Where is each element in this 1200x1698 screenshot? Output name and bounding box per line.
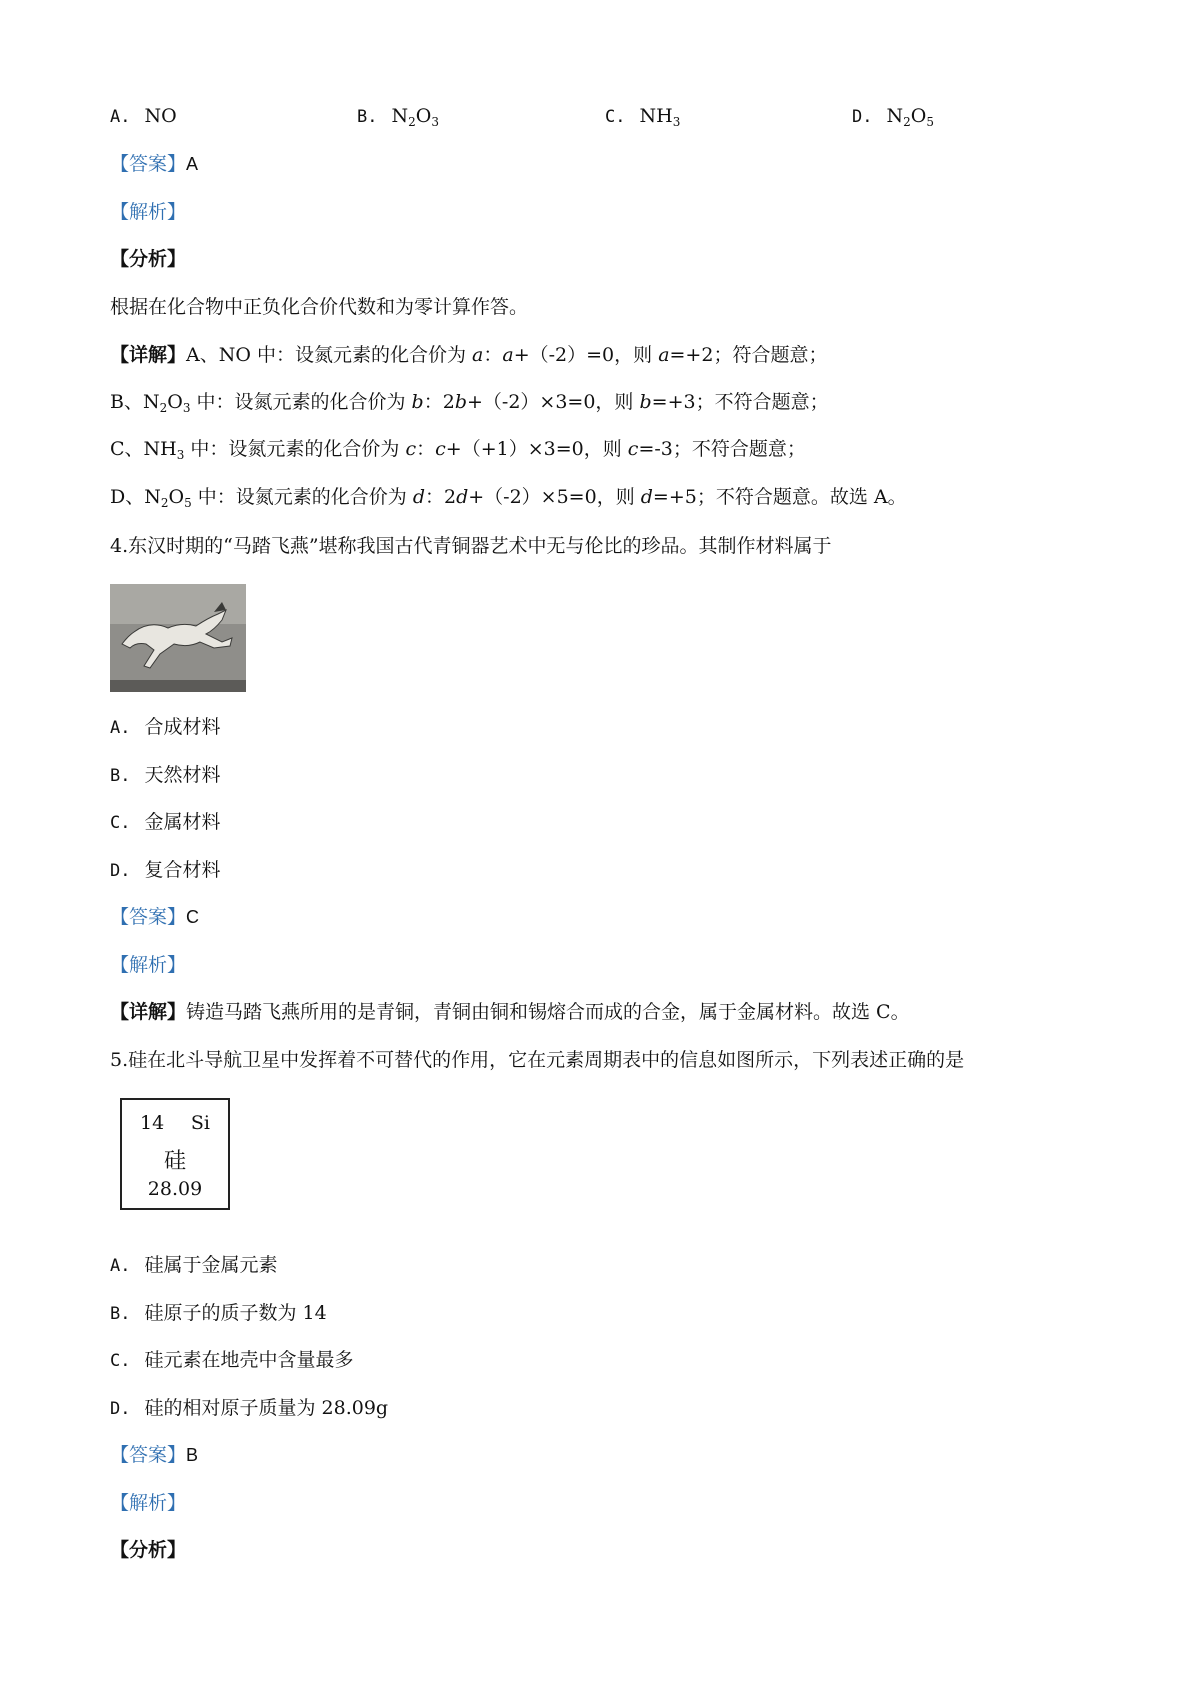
q4-option-c [110, 808, 221, 837]
formula-sub: 3 [672, 115, 681, 129]
q5-option-a [110, 1251, 278, 1280]
text: =+5；不符合题意。故选 A。 [652, 486, 907, 508]
text: C、NH [110, 438, 177, 460]
text: ： [416, 438, 436, 460]
option-text: 硅元素在地壳中含量最多 [144, 1349, 354, 1371]
text: O [167, 391, 183, 413]
q5-answer [110, 1441, 198, 1469]
periodic-element-card [120, 1098, 230, 1210]
q3-analysis-label: 【解析】 [110, 201, 187, 223]
detail-label: 【详解】 [110, 344, 187, 366]
option-letter: C. [110, 813, 131, 833]
formula-part: NH [639, 105, 673, 127]
formula-part: O [415, 105, 432, 127]
text: =+2；符合题意； [669, 344, 828, 366]
answer-label: 【答案】 [110, 153, 187, 175]
answer-value: A [186, 154, 199, 174]
formula-sub: 3 [182, 401, 191, 415]
q5-option-d [110, 1394, 388, 1423]
q4-option-b [110, 761, 221, 790]
text: +（-2）×5=0，则 [468, 486, 641, 508]
var: d [640, 486, 653, 508]
q3-option-d [852, 102, 934, 131]
option-letter: D. [110, 1399, 131, 1419]
q3-detail-d [110, 483, 907, 511]
formula-sub: 3 [176, 448, 185, 462]
q5-analysis-label: 【解析】 [110, 1492, 187, 1514]
var: d [456, 486, 469, 508]
text: +（-2）×3=0，则 [466, 391, 640, 413]
formula-part: N [886, 105, 904, 127]
q4-question: 4.东汉时期的“马踏飞燕”堪称我国古代青铜器艺术中无与伦比的珍品。其制作材料属于 [110, 535, 832, 557]
option-letter: B. [357, 107, 378, 127]
text: 中：设氮元素的化合价为 [191, 486, 413, 508]
option-letter: A. [110, 1256, 131, 1276]
element-symbol: Si [190, 1112, 210, 1134]
q3-fenxi-text: 根据在化合物中正负化合价代数和为零计算作答。 [110, 296, 529, 318]
detail-label: 【详解】 [110, 1001, 187, 1023]
formula-sub: 5 [184, 496, 192, 510]
var: a [658, 344, 670, 366]
option-letter: B. [110, 1304, 131, 1324]
q5-question: 5.硅在北斗导航卫星中发挥着不可替代的作用，它在元素周期表中的信息如图所示，下列表述正确的是 [110, 1049, 965, 1071]
q3-option-a [110, 102, 177, 131]
formula-part: O [910, 105, 927, 127]
var: b [411, 391, 424, 413]
var: d [412, 486, 425, 508]
q4-analysis-label: 【解析】 [110, 954, 187, 976]
text: ： [483, 344, 503, 366]
var: b [639, 391, 652, 413]
option-text: 天然材料 [144, 764, 221, 786]
text: O [168, 486, 185, 508]
option-letter: A. [110, 718, 131, 738]
option-letter: B. [110, 766, 131, 786]
q3-answer [110, 150, 198, 178]
text: 中：设氮元素的化合价为 [184, 438, 406, 460]
text: B、N [110, 391, 160, 413]
atomic-mass: 28.09 [147, 1178, 203, 1200]
q3-option-c [605, 102, 680, 131]
q3-detail-c [110, 435, 806, 463]
text: D、N [110, 486, 161, 508]
option-text: 硅原子的质子数为 14 [144, 1302, 327, 1324]
atomic-number: 14 [140, 1112, 165, 1134]
formula-sub: 2 [159, 401, 168, 415]
option-letter: D. [852, 107, 873, 127]
answer-label: 【答案】 [110, 1444, 187, 1466]
q3-detail-b [110, 388, 829, 416]
q3-option-b [357, 102, 439, 131]
text: +（-2）=0，则 [513, 344, 659, 366]
answer-value: B [186, 1445, 199, 1465]
bronze-horse-photo [110, 584, 246, 692]
text: ：2 [424, 486, 457, 508]
option-text: 合成材料 [144, 716, 221, 738]
option-text: 金属材料 [144, 811, 221, 833]
text: =-3；不符合题意； [638, 438, 806, 460]
element-name: 硅 [163, 1149, 186, 1174]
q4-option-d [110, 856, 221, 885]
var: b [454, 391, 467, 413]
option-text: 硅的相对原子质量为 28.09g [144, 1397, 389, 1419]
text: =+3；不符合题意； [651, 391, 829, 413]
var: c [435, 438, 446, 460]
text: +（+1）×3=0，则 [445, 438, 628, 460]
formula-part: N [391, 105, 409, 127]
detail-text: 铸造马踏飞燕所用的是青铜，青铜由铜和锡熔合而成的合金，属于金属材料。故选 C。 [186, 1001, 910, 1023]
option-text: 复合材料 [144, 859, 221, 881]
option-letter: A. [110, 107, 131, 127]
formula-sub: 2 [160, 496, 169, 510]
text: A、NO 中：设氮元素的化合价为 [186, 344, 473, 366]
formula: NO [144, 105, 177, 127]
option-letter: C. [605, 107, 626, 127]
q3-detail-a [110, 341, 827, 369]
q4-detail [110, 998, 910, 1026]
formula-sub: 5 [926, 115, 934, 129]
formula-sub: 2 [408, 115, 416, 129]
option-letter: D. [110, 861, 131, 881]
answer-value: C [186, 907, 200, 927]
q5-option-c [110, 1346, 354, 1375]
q4-answer [110, 903, 199, 931]
text: 中：设氮元素的化合价为 [190, 391, 412, 413]
q5-option-b [110, 1299, 327, 1328]
var: a [502, 344, 514, 366]
option-text: 硅属于金属元素 [144, 1254, 278, 1276]
formula-sub: 2 [903, 115, 911, 129]
var: c [627, 438, 639, 460]
horse-illustration [110, 584, 246, 692]
option-letter: C. [110, 1351, 131, 1371]
var: c [405, 438, 417, 460]
q5-fenxi-label: 【分析】 [110, 1539, 187, 1561]
answer-label: 【答案】 [110, 906, 187, 928]
q3-fenxi-label: 【分析】 [110, 248, 187, 270]
var: a [472, 344, 484, 366]
formula-sub: 3 [431, 115, 439, 129]
q4-option-a [110, 713, 221, 742]
text: ：2 [423, 391, 455, 413]
